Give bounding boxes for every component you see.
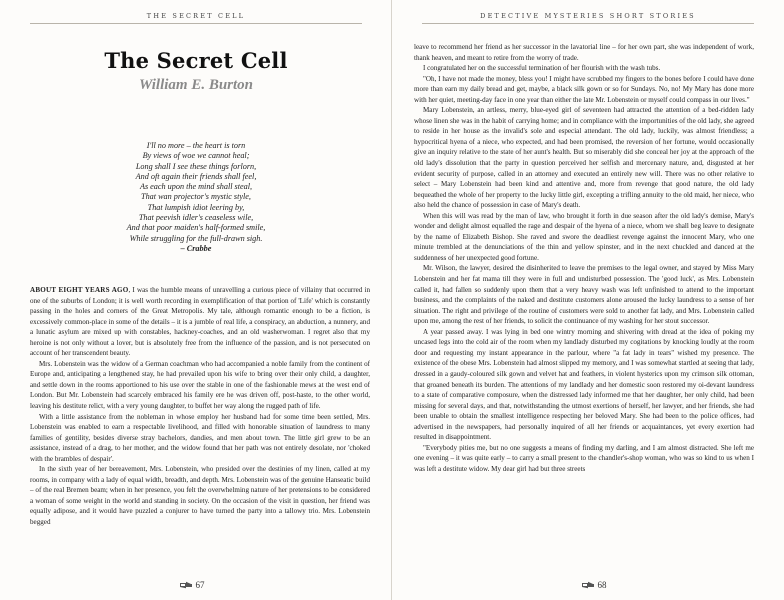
paragraph: Mary Lobenstein, an artless, merry, blue-eyed girl of seventeen had attracted the attention of a bed-ridden lady whose linen she was in the habit of carrying home; and in compliance with the importunities of the old lady, she agreed to reside in her house as the invalid's sole and especial attendant. The old lady, luckily, was almost friendless; a hypocritical hyena of a niece, who expected, and had been promised, the reversion of her fortune, would occasionally give an inquiry relative to the state of her aunt's health. But so miserably did she conceal her joy at the approach of the old lady's dissolution that the party in question perceived her selfish and mercenary nature, and, disgusted at her evident security of purpose, called in an attorney and executed an entirely new will. There was no other relative to select – Mary Lobenstein had been kind and attentive and, more from revenge that good nature, the old lady bequeathed the whole of her property to the lucky little girl, excepting a trifling annuity to the old maid, her niece, who also held the chance of possession in case of Mary's death. (414, 106, 754, 210)
paragraph: leave to recommend her friend as her successor in the lavatorial line – for her own part, she was independent of work, thank heaven, and meant to retire from the worry of trade. (414, 43, 754, 62)
epigraph-line: That lumpish idiot leering by, (147, 202, 245, 212)
page-number: 68 (597, 580, 607, 590)
story-author: William E. Burton (138, 77, 254, 93)
running-head-rule (422, 23, 754, 24)
lead-in: ABOUT EIGHT YEARS AGO (30, 286, 129, 294)
epigraph-line: As each upon the mind shall steal, (139, 182, 253, 192)
epigraph-line: While struggling for the full-drawn sigh. (129, 233, 263, 243)
hand-pointer-ornament-icon (581, 581, 595, 589)
paragraph: Mr. Wilson, the lawyer, desired the disinherited to leave the premises to the legal owner, and stayed by Miss Mary Lobenstein and her fat mama till they were in full and undisturbed possession. The 'good luck', as Mrs. Lobenstein called it, had fallen so suddenly upon them that a very heavy wash was left unfinished to attend to the important business, and the complaints of the naked and destitute customers alone aroused the lucky laundress to a sense of her situation. The right and privilege of the routine of customers were sold to another fat lady, and Mrs. Lobenstein called upon me, among the rest of her friends, to solicit the continuance of my washing for her stout successor. (414, 264, 754, 326)
epigraph-line: Long shall I see these things forlorn, (135, 161, 257, 171)
epigraph-line: By views of woe we cannot heal; (142, 151, 250, 161)
right-page-body (414, 42, 754, 474)
running-head-right (422, 12, 754, 26)
epigraph-line: And oft again their friends shall feel, (135, 171, 257, 181)
paragraph: "Oh, I have not made the money, bless you! I might have scrubbed my fingers to the bones before I could have done more than earn my daily bread and get, maybe, a black silk gown or so for Sundays. No, no! My Mary has done more with her quiet, meeting-day face in one year than either the late Mr. Lobenstein or myself could compass in our lives." (414, 74, 754, 104)
story-title: The Secret Cell (104, 48, 288, 73)
left-page-body (30, 285, 370, 528)
right-page (392, 0, 784, 600)
epigraph-line: That wan projector's mystic style, (141, 192, 251, 202)
paragraph: A year passed away. I was lying in bed one wintry morning and shivering with dread at the idea of poking my uncased legs into the cold air of the room when my landlady disturbed my cogitations by knocking loudly at the room door and requesting my instant appearance in the parlour, where "a fat lady in tears" wished my presence. The existence of the obese Mrs. Lobenstein had almost slipped my memory, and I was somewhat startled at seeing that lady, dressed in a gaudy-coloured silk gown and velvet hat and feathers, in violent hysterics upon my crimson silk ottoman, that groaned beneath its burden. The attentions of my landlady and her domestic soon restored my oi-devant laundress to a state of comparative composure, when the distressed lady informed me that her daughter, her only child, had been missing for several days, and that, notwithstanding the utmost exertions of herself, her lawyer, and her friends, she had been unable to obtain the smallest intelligence respecting her beloved Mary. She had been to the police offices, had advertised in the newspapers, had personally inquired of all her friends or acquaintances, yet every exertion had resulted in disappointment. (414, 327, 754, 442)
paragraph: I congratulated her on the successful termination of her flourish with the wash tubs. (423, 64, 661, 73)
epigraph-line: And that poor maiden's half-formed smile, (126, 223, 266, 233)
paragraph: When this will was read by the man of law, who brought it forth in due season after the old lady's demise, Mary's wonder and delight almost equalled the rage and despair of the hyena of a niece, whom we shall beg leave to designate by the name of Elizabeth Bishop. She raved and swore the deadliest revenge against the innocent Mary, who one minute trembled at the denunciations of the thin and yellow spinster, and in the next chuckled and danced at the suddenness of her unexpected good fortune. (414, 211, 754, 262)
epigraph-line: I'll no more – the heart is torn (146, 141, 246, 150)
paragraph (30, 285, 370, 359)
page-number-right (552, 580, 632, 590)
paragraph: Mrs. Lobenstein was the widow of a German coachman who had accompanied a noble family from the continent of Europe and, anticipating a lengthened stay, he had prevailed upon his wife to bring over their only child, a daughter, and settle down in the rooms apportioned to his use over the stable in one of the fashionable mews at the west end of London. But Mr. Lobenstein had scarcely embraced his family ere he was driven off, post-haste, to the other world, leaving his destitute relict, with a very young daughter, to buffet her way along the rugged path of life. (30, 359, 370, 411)
page-number: 67 (195, 580, 205, 590)
paragraph: With a little assistance from the nobleman in whose employ her husband had for some time been settled, Mrs. Lobenstein was enabled to earn a respectable livelihood, and filled with honorable situation of laundress to many families of gentility, besides diverse stray bachelors, dandies, and men about town. The little girl grew to be an assistance, instead of a drag, to her mother, and the widow found that her path was not entirely desolate, nor 'choked with the brambles of despair'. (30, 412, 370, 463)
running-head-left (30, 12, 362, 26)
running-head-text: DETECTIVE MYSTERIES SHORT STORIES (480, 12, 696, 20)
paragraph-text: , I was the humble means of unravelling a curious piece of villainy that occurred in one of the suburbs of London; it is well worth recording in exemplification of that portion of 'Life' which is constantly passing in the holes and corners of the Great Metropolis. My tale, although romantic enough to be a fiction, is excessively common-place in some of the details – it is a jumble of real life, a conspiracy, an abduction, a nunnery, and a lunatic asylum are mixed up with constables, hackney-coaches, and an old washerwoman. I regret also that my heroine is not only without a lover, but is absolutely free from the influence of the passion, and is not persecuted on account of her transcendent beauty. (30, 286, 370, 358)
epigraph-line: That peevish idler's ceaseless wile, (138, 213, 254, 223)
epigraph (30, 141, 362, 254)
hand-pointer-ornament-icon (179, 581, 193, 589)
paragraph: "Everybody pities me, but no one suggests a means of finding my darling, and I am almost distracted. She left me one evening – it was quite early – to carry a small present to the chandler's-shop woman, who was so kind to us when I was left a destitute widow. My dear girl had but three streets (414, 443, 754, 473)
paragraph: In the sixth year of her bereavement, Mrs. Lobenstein, who presided over the destinies of my linen, called at my rooms, in company with a lady of equal width, breadth, and depth. Mrs. Lobenstein was of the genuine Hanseatic build – of the real Bremen beam; when in her presence, you felt the overwhelming nature of her pretensions to be considered a woman of some weight in the world and standing in society. On the occasion of the visit in question, her friend was equally adipose, and it would have puzzled a conjurer to have turned the party into a tallowy trio. Mrs. Lobenstein begged (30, 465, 370, 527)
page-number-left (150, 580, 230, 590)
running-head-text: THE SECRET CELL (146, 12, 246, 20)
running-head-rule (30, 23, 362, 24)
epigraph-attribution: – Crabbe (180, 243, 212, 253)
